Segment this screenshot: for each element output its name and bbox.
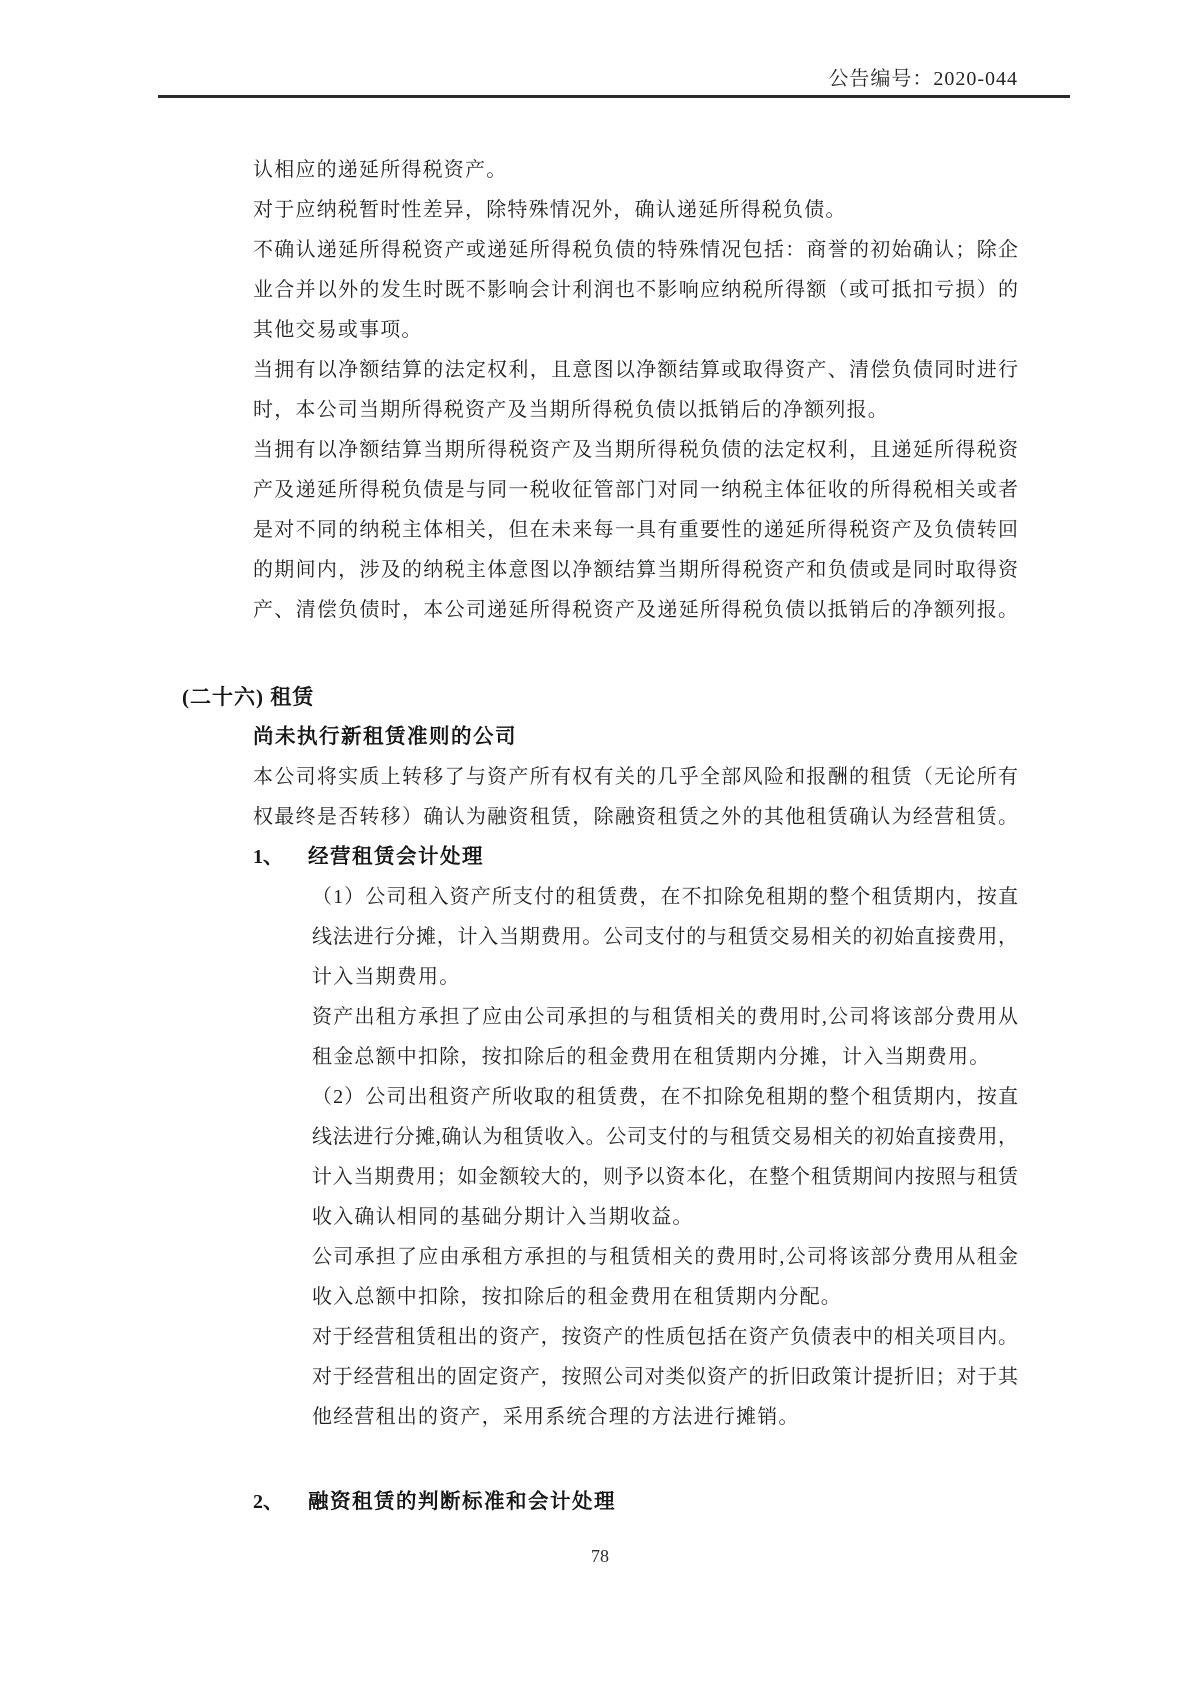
list-item-title: 融资租赁的判断标准和会计处理 <box>308 1491 616 1513</box>
list-item-2-heading <box>253 1482 616 1522</box>
paragraph-line: 收入确认相同的基础分期计入当期收益。 <box>312 1206 694 1228</box>
paragraph-line: 认相应的递延所得税资产。 <box>253 159 508 181</box>
list-item-1-heading <box>253 837 484 877</box>
paragraph-line: 时，本公司当期所得税资产及当期所得税负债以抵销后的净额列报。 <box>253 399 889 421</box>
paragraph-line: 租金总额中扣除，按扣除后的租金费用在租赁期内分摊，计入当期费用。 <box>312 1046 991 1068</box>
paragraph-line: 对于经营租出的固定资产，按照公司对类似资产的折旧政策计提折旧；对于其 <box>312 1366 1018 1388</box>
paragraph-line: 对于应纳税暂时性差异，除特殊情况外，确认递延所得税负债。 <box>253 199 847 221</box>
paragraph-line: 计入当期费用；如金额较大的，则予以资本化，在整个租赁期间内按照与租赁 <box>312 1166 1018 1188</box>
tax-section <box>253 150 1018 630</box>
paragraph-line: 公司承担了应由承租方承担的与租赁相关的费用时,公司将该部分费用从租金 <box>312 1246 1018 1268</box>
operating-lease-paragraphs <box>312 877 1018 1437</box>
paragraph-line: 的期间内，涉及的纳税主体意图以净额结算当期所得税资产和负债或是同时取得资 <box>253 559 1018 581</box>
paragraph-line: 线法进行分摊,确认为租赁收入。公司支付的与租赁交易相关的初始直接费用， <box>312 1126 1018 1148</box>
paragraph-line: 业合并以外的发生时既不影响会计利润也不影响应纳税所得额（或可抵扣亏损）的 <box>253 279 1018 301</box>
paragraph-line: 不确认递延所得税资产或递延所得税负债的特殊情况包括：商誉的初始确认；除企 <box>253 239 1018 261</box>
page-number: 78 <box>591 1546 609 1566</box>
list-item-number: 2、 <box>253 1491 283 1513</box>
paragraph-line: 当拥有以净额结算当期所得税资产及当期所得税负债的法定权利，且递延所得税资 <box>253 439 1018 461</box>
paragraph-line: 权最终是否转移）确认为融资租赁，除融资租赁之外的其他租赁确认为经营租赁。 <box>253 806 1018 828</box>
paragraph-line: 其他交易或事项。 <box>253 319 423 341</box>
lease-intro <box>253 757 1018 837</box>
paragraph-line: 产及递延所得税负债是与同一税收征管部门对同一纳税主体征收的所得税相关或者 <box>253 479 1018 501</box>
list-item-title: 经营租赁会计处理 <box>308 846 484 868</box>
header-rule <box>158 95 1070 98</box>
list-item-number: 1、 <box>253 846 283 868</box>
paragraph-line: 资产出租方承担了应由公司承担的与租赁相关的费用时,公司将该部分费用从 <box>312 1006 1018 1028</box>
paragraph-line: （1）公司租入资产所支付的租赁费，在不扣除免租期的整个租赁期内，按直 <box>312 886 1018 908</box>
paragraph-line: （2）公司出租资产所收取的租赁费，在不扣除免租期的整个租赁期内，按直 <box>312 1086 1018 1108</box>
paragraph-line: 线法进行分摊，计入当期费用。公司支付的与租赁交易相关的初始直接费用， <box>312 926 1018 948</box>
paragraph-line: 当拥有以净额结算的法定权利，且意图以净额结算或取得资产、清偿负债同时进行 <box>253 359 1018 381</box>
paragraph-line: 收入总额中扣除，按扣除后的租金费用在租赁期内分配。 <box>312 1286 842 1308</box>
section-heading: (二十六) 租赁 <box>182 685 315 709</box>
paragraph-line: 是对不同的纳税主体相关，但在未来每一具有重要性的递延所得税资产及负债转回 <box>253 519 1018 541</box>
section-subheading: 尚未执行新租赁准则的公司 <box>253 726 517 748</box>
paragraph-line: 对于经营租赁租出的资产，按资产的性质包括在资产负债表中的相关项目内。 <box>312 1326 1018 1348</box>
paragraph-line: 他经营租出的资产，采用系统合理的方法进行摊销。 <box>312 1406 800 1428</box>
paragraph-line: 本公司将实质上转移了与资产所有权有关的几乎全部风险和报酬的租赁（无论所有 <box>253 766 1018 788</box>
paragraph-line: 计入当期费用。 <box>312 966 461 988</box>
paragraph-line: 产、清偿负债时，本公司递延所得税资产及递延所得税负债以抵销后的净额列报。 <box>253 599 1018 621</box>
doc-number: 公告编号：2020-044 <box>828 68 1018 90</box>
